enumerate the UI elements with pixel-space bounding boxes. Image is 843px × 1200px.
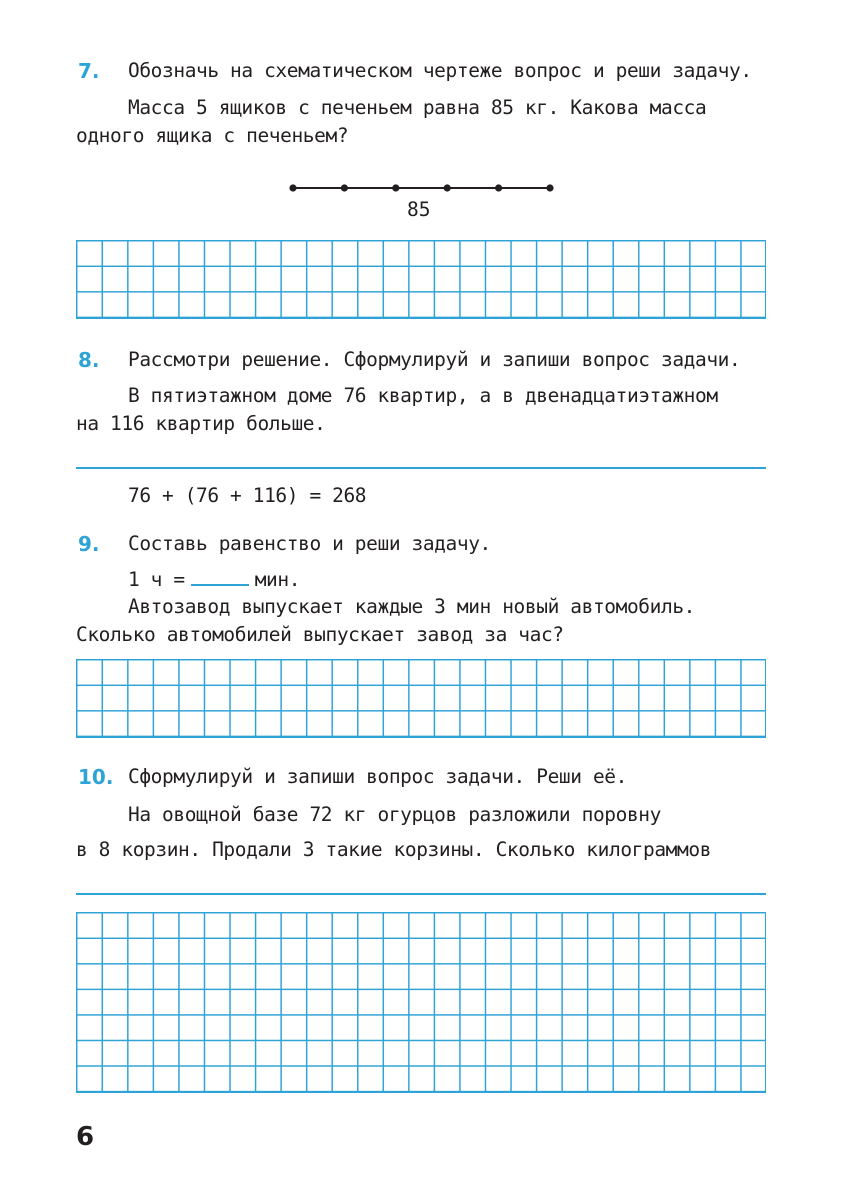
task-9-blank-field[interactable] bbox=[191, 570, 249, 586]
segment-point bbox=[495, 184, 502, 191]
task-7-text-line2: одного ящика с печеньем? bbox=[76, 124, 349, 147]
task-9-eq-right: мин. bbox=[254, 568, 301, 591]
segment-point bbox=[444, 184, 451, 191]
task-9-equation bbox=[128, 568, 300, 591]
segment-point bbox=[546, 184, 553, 191]
task-9-answer-grid[interactable] bbox=[76, 659, 766, 738]
task-10-answer-grid[interactable] bbox=[76, 912, 766, 1093]
task-9-number: 9. bbox=[78, 532, 100, 556]
page-number: 6 bbox=[76, 1122, 95, 1152]
task-10-text-line1: На овощной базе 72 кг огурцов разложили поровну bbox=[128, 803, 661, 826]
segment-point bbox=[289, 184, 296, 191]
task-8-text-line2: на 116 квартир больше. bbox=[76, 412, 326, 435]
task-9-text-line1: Автозавод выпускает каждые 3 мин новый автомобиль. bbox=[128, 595, 695, 618]
diagram-total-label: 85 bbox=[407, 198, 431, 221]
task-7-answer-grid[interactable] bbox=[76, 240, 766, 319]
task-8-number: 8. bbox=[78, 348, 100, 372]
task-9-text-line2: Сколько автомобилей выпускает завод за час? bbox=[76, 623, 564, 646]
task-10-instruction: Сформулируй и запиши вопрос задачи. Реши её. bbox=[128, 765, 627, 788]
task-10-answer-line[interactable] bbox=[76, 893, 766, 895]
segment-point bbox=[392, 184, 399, 191]
segment-point bbox=[341, 184, 348, 191]
task-10-number: 10. bbox=[78, 765, 114, 789]
task-9-instruction: Составь равенство и реши задачу. bbox=[128, 532, 491, 555]
task-8-answer-line[interactable] bbox=[76, 467, 766, 469]
task-8-solution: 76 + (76 + 116) = 268 bbox=[128, 484, 367, 507]
task-9-eq-left: 1 ч = bbox=[128, 568, 185, 591]
task-7-instruction: Обозначь на схематическом чертеже вопрос и реши задачу. bbox=[128, 59, 752, 82]
task-10-text-line2: в 8 корзин. Продали 3 такие корзины. Сколько килограммов bbox=[76, 838, 712, 861]
task-7-number: 7. bbox=[78, 59, 100, 83]
task-8-instruction: Рассмотри решение. Сформулируй и запиши вопрос задачи. bbox=[128, 348, 741, 371]
task-8-text-line1: В пятиэтажном доме 76 квартир, а в двенадцатиэтажном bbox=[128, 384, 718, 407]
task-7-text-line1: Масса 5 ящиков с печеньем равна 85 кг. Какова масса bbox=[128, 96, 707, 119]
